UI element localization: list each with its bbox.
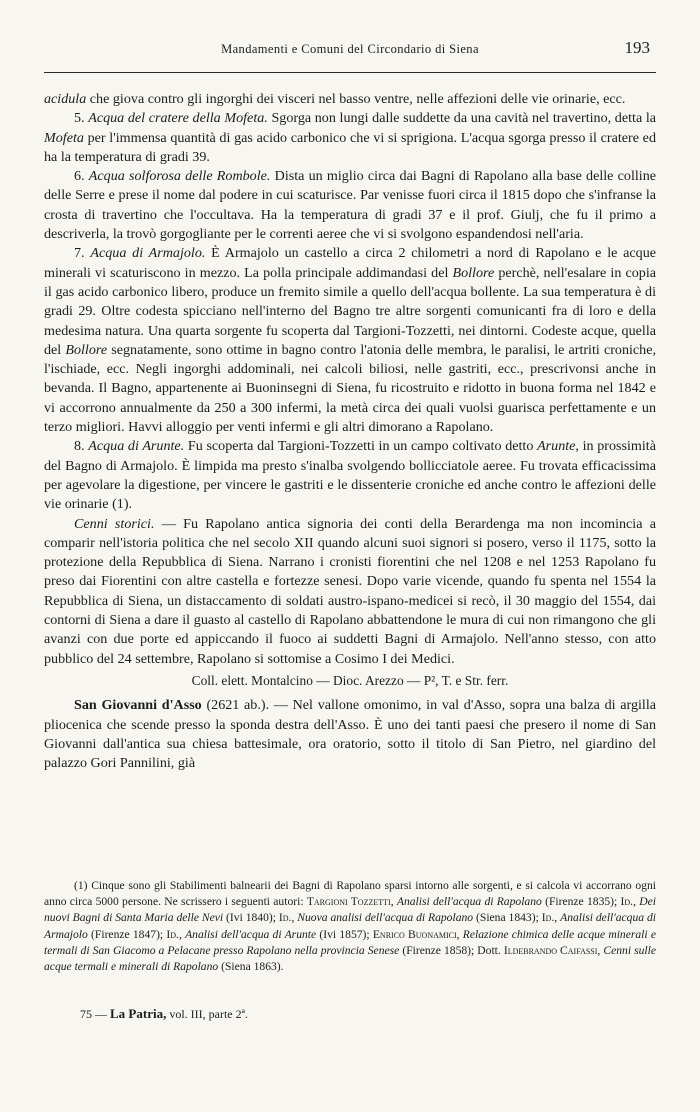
paragraph: 6. Acqua solforosa delle Rombole. Dista un miglio circa dai Bagni di Rapolano alla base delle colline delle Serre e prese il nome dal podere in cui scaturisce. Par venisse fuori circa il 1815 dopo che s'infranse la crosta di travertino che l'occultava. Ha la temperatura di gradi 37 e il prof. Giulj, che fu il primo a descriverla, la trovò gorgogliante per le correnti aeree che vi si svolgono espandendosi nell'aria.: [44, 168, 657, 243]
footnote: [44, 878, 656, 975]
paragraph: 5. Acqua del cratere della Mofeta. Sgorga non lungi dalle suddette da una cavità nel travertino, detta la Mofeta per l'immensa quantità di gas acido carbonico che vi si sprigiona. L'acqua sgorga presso il cratere ed ha la temperatura di gradi 39.: [44, 110, 657, 165]
paragraph: 8. Acqua di Arunte. Fu scoperta dal Targioni-Tozzetti in un campo coltivato detto Arunte, in prossimità del Bagno di Armajolo. È limpida ma presto s'inalba svolgendo bollicciatole aeree. Fu trovata efficacissima per agevolare la digestione, per vincere le gastriti e le dissenterie croniche ed anche contro le affezioni delle vie orinarie (1).: [44, 438, 656, 513]
paragraph: Cenni storici. — Fu Rapolano antica signoria dei conti della Berardenga ma non incomincia a comparir nell'istoria politica che nel secolo XII quando alcuni suoi signori si posero, verso il 1175, sotto la protezione della Repubblica di Siena. Narrano i cronisti fiorentini che nel 1208 e nel 1253 Rapolano fu preso dai Fiorentini con altre castella e fortezze senesi. Dopo varie vicende, quando fu spenta nel 1554 la Repubblica di Siena, un distaccamento di soldati austro-ispano-medicei si recò, il 30 maggio del 1554, dai contorni di Siena a dare il guasto al castello di Rapolano abbattendone le mura di cui non rimangono che gli avanzi con due porte ed appiccando il fuoco ai suddetti Bagni di Armajolo. Nell'anno stesso, con atto pubblico del 24 settembre, Rapolano si sottomise a Cosimo I dei Medici.: [44, 515, 656, 667]
paragraph: 7. Acqua di Armajolo. È Armajolo un castello a circa 2 chilometri a nord di Rapolano e le acque minerali vi scaturiscono in mezzo. La polla principale addimandasi del Bollore perchè, nell'esalare in copia il gas acido carbonico libero, produce un fremito simile a quello dell'acqua bollente. La sua temperatura è di gradi 29. Oltre codesta spicciano nell'interno del Bagno tre altre sorgenti comunicanti fra di loro e della medesima natura. Una quarta sorgente fu scoperta dal Targioni-Tozzetti, nei dintorni. Codeste acque, quella del Bollore segnatamente, sono ottime in bagno contro l'atonia delle membra, le paralisi, le artriti croniche, l'ischiade, ecc. Negli ingorghi addominali, nei calcoli biliosi, nelle gastriti, ecc., prescrivonsi anche in bevanda. Il Bagno, appartenente ai Buoninsegni di Siena, fu ricostruito e ridotto in buona forma nel 1842 e vi accorrono annualmente da 250 a 300 infermi, la metà circa dei quali vuolsi guarisca perfettamente e un terzo migliori. Havvi alloggio per venti infermi e gli altri dimorano a Rapolano.: [44, 245, 657, 436]
page-number: 193: [624, 38, 650, 57]
footnote-text: (1) Cinque sono gli Stabilimenti balnearii dei Bagni di Rapolano sparsi intorno alle sorgenti, e si calcola vi accorrano ogni anno circa 5000 persone. Ne scrissero i seguenti autori: Targioni Tozzetti, Analisi dell'acqua di Rapolano (Firenze 1835); Id., Dei nuovi Bagni di Santa Maria delle Nevi (Ivi 1840); Id., Nuova analisi dell'acqua di Rapolano (Siena 1843); Id., Analisi dell'acqua di Armajolo (Firenze 1847); Id., Analisi dell'acqua di Arunte (Ivi 1857); Enrico Buonamici, Relazione chimica delle acque minerali e termali di San Giacomo a Pelacane presso Rapolano nella provincia Senese (Firenze 1858); Dott. Ildebrando Caifassi, Cenni sulle acque termali e minerali di Rapolano (Siena 1863).: [44, 879, 657, 974]
page-header: [44, 38, 656, 73]
main-text: [44, 90, 656, 773]
paragraph: acidula che giova contro gli ingorghi dei visceri nel basso ventre, nelle affezioni delle vie orinarie, ecc.: [44, 91, 626, 107]
paragraph: San Giovanni d'Asso (2621 ab.). — Nel vallone omonimo, in val d'Asso, sopra una balza di argilla pliocenica che scende presso la sponda destra dell'Asso. È uno dei tanti paesi che presero il nome di San Giovanni dall'antica sua chiesa battesimale, ora oratorio, sotto il titolo di San Pietro, nel giardino del palazzo Gori Pannilini, già: [44, 697, 656, 772]
printer-signature: 75 — La Patria, vol. III, parte 2ª.: [80, 1006, 248, 1021]
electoral-college-line: Coll. elett. Montalcino — Dioc. Arezzo — P², T. e Str. ferr.: [191, 672, 509, 688]
running-head: Mandamenti e Comuni del Circondario di Siena: [221, 42, 479, 56]
